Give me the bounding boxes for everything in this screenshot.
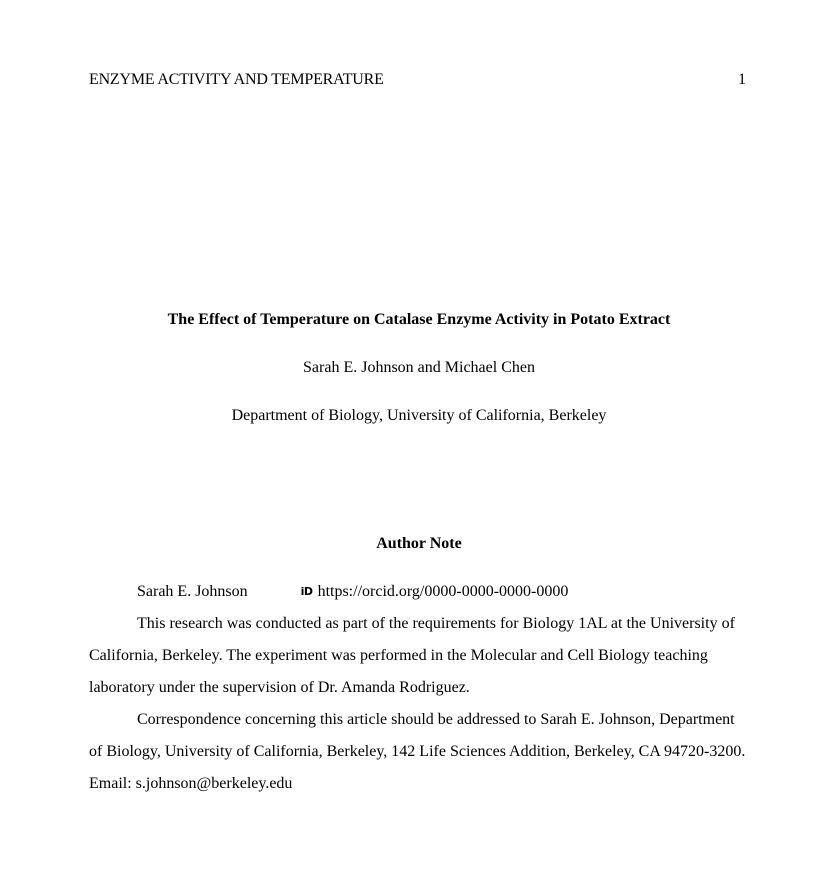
author-note-heading: Author Note: [376, 535, 462, 552]
orcid-link[interactable]: https://orcid.org/0000-0000-0000-0000: [317, 583, 569, 600]
orcid-line: [89, 576, 747, 608]
author-note-body: [89, 576, 747, 800]
orcid-icon: iD: [300, 585, 313, 598]
orcid-author-name: Sarah E. Johnson: [137, 583, 248, 600]
author-affiliation: Department of Biology, University of California, Berkeley: [231, 407, 607, 424]
correspondence-paragraph: Correspondence concerning this article should be addressed to Sarah E. Johnson, Department of Biology, University of California, Berkeley, 142 Life Sciences Addition, Berkeley, CA 94720-3200. Email: s.johnson@berkeley.edu: [89, 711, 746, 792]
paper-title: The Effect of Temperature on Catalase Enzyme Activity in Potato Extract: [167, 311, 671, 328]
page-number: 1: [738, 71, 746, 88]
author-byline: Sarah E. Johnson and Michael Chen: [303, 359, 535, 376]
running-head: ENZYME ACTIVITY AND TEMPERATURE: [89, 71, 384, 88]
research-paragraph: This research was conducted as part of the requirements for Biology 1AL at the University of California, Berkeley. The experiment was performed in the Molecular and Cell Biology teaching laboratory under the supervision of Dr. Amanda Rodriguez.: [89, 615, 735, 696]
